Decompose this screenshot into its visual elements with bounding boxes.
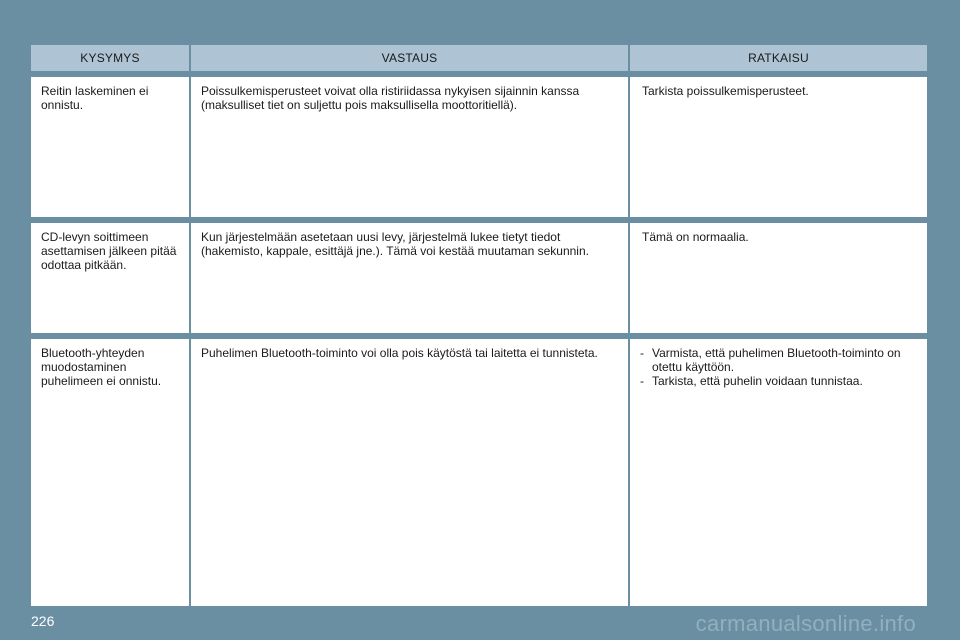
- dash-bullet: -: [640, 346, 644, 360]
- row3-solution-item: [640, 374, 917, 388]
- row2-solution: Tämä on normaalia.: [630, 223, 927, 333]
- row1-solution: Tarkista poissulkemisperusteet.: [630, 77, 927, 217]
- header-solution: RATKAISU: [630, 45, 927, 71]
- row3-solution-item: [640, 346, 917, 374]
- row3-question: Bluetooth-yhteyden muodostaminen puhelimeen ei onnistu.: [31, 339, 189, 606]
- row3-solution-list: [640, 346, 917, 388]
- row3-solution-item-text: Varmista, että puhelimen Bluetooth-toiminto on otettu käyttöön.: [652, 346, 901, 374]
- row2-answer: Kun järjestelmään asetetaan uusi levy, järjestelmä lukee tietyt tiedot (hakemisto, kappale, esittäjä jne.). Tämä voi kestää muutaman sekunnin.: [191, 223, 628, 333]
- row3-answer: Puhelimen Bluetooth-toiminto voi olla pois käytöstä tai laitetta ei tunnisteta.: [191, 339, 628, 606]
- dash-bullet: -: [640, 374, 644, 388]
- row3-solution-item-text: Tarkista, että puhelin voidaan tunnistaa.: [652, 374, 863, 388]
- header-question: KYSYMYS: [31, 45, 189, 71]
- row3-solution: [630, 339, 927, 606]
- row1-answer: Poissulkemisperusteet voivat olla ristiriidassa nykyisen sijainnin kanssa (maksulliset tiet on suljettu pois maksullisella moottoritiellä).: [191, 77, 628, 217]
- page-number: 226: [31, 613, 55, 629]
- row2-question: CD-levyn soittimeen asettamisen jälkeen pitää odottaa pitkään.: [31, 223, 189, 333]
- watermark: carmanualsonline.info: [695, 611, 916, 636]
- header-answer: VASTAUS: [191, 45, 628, 71]
- row1-question: Reitin laskeminen ei onnistu.: [31, 77, 189, 217]
